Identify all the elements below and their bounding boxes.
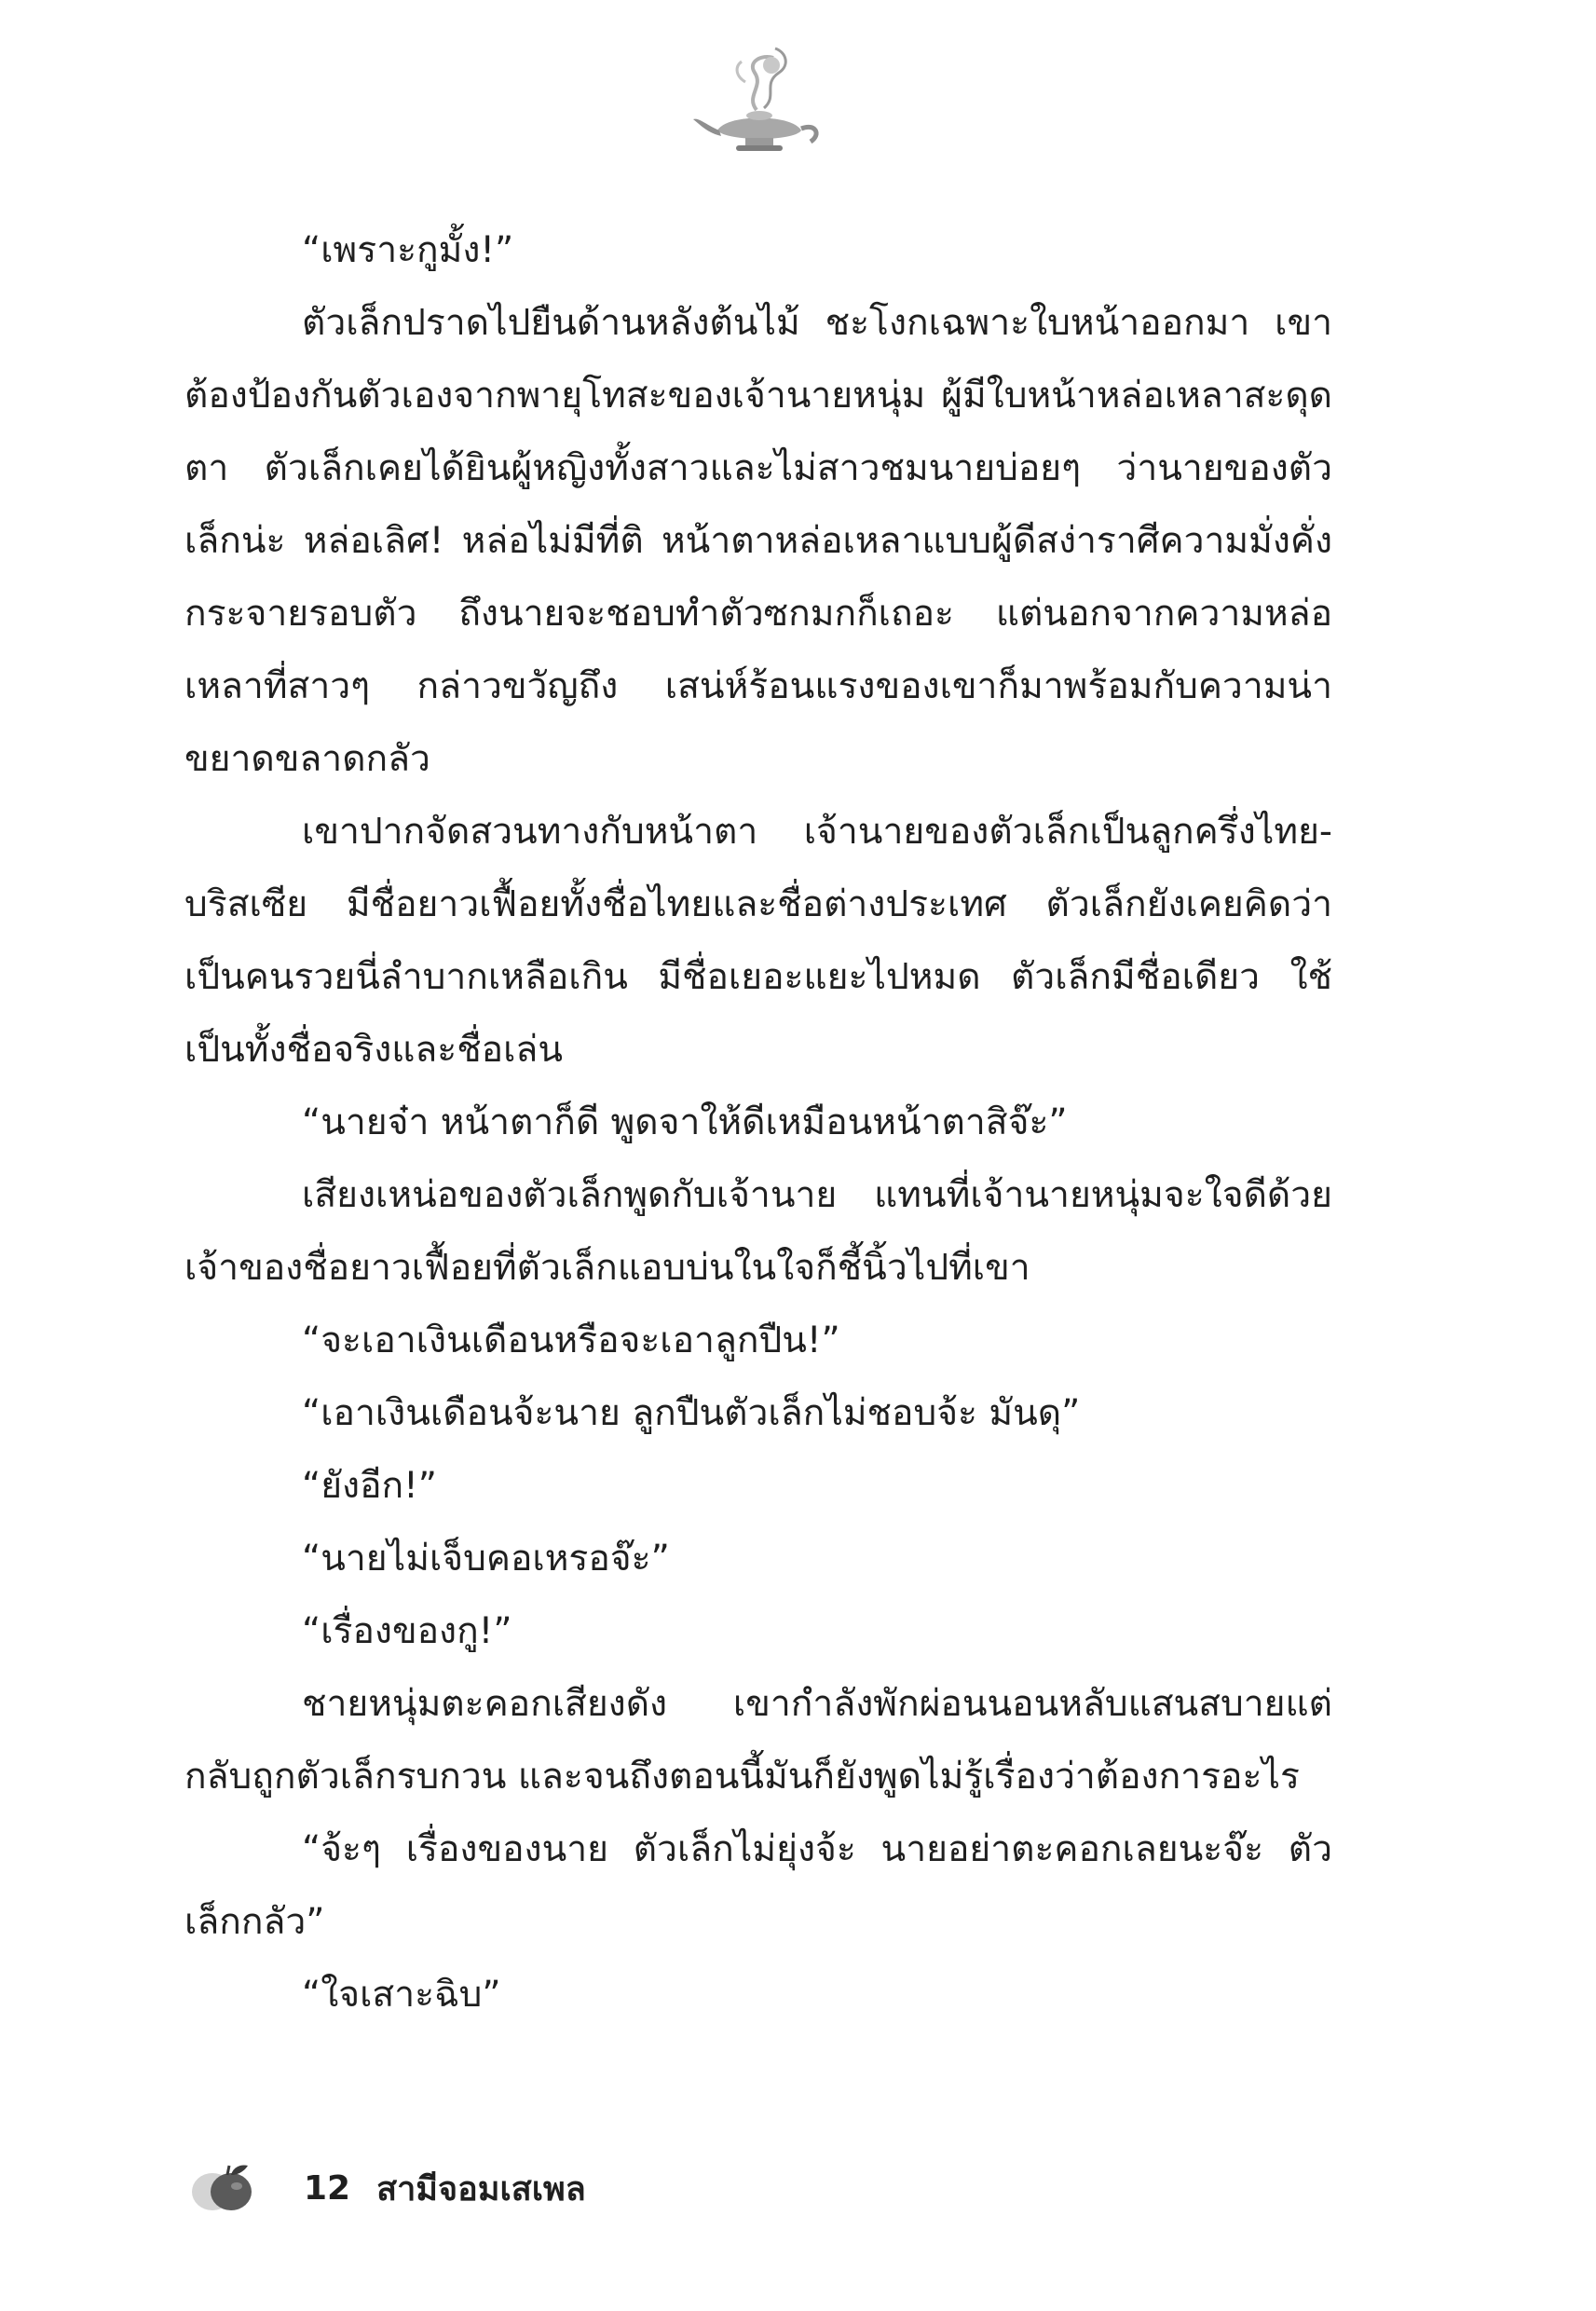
paragraph: “เอาเงินเดือนจ้ะนาย ลูกปืนตัวเล็กไม่ชอบจ้ะ มันดุ”: [302, 1392, 1081, 1434]
page-number: 12: [304, 2168, 351, 2208]
paragraph: “จะเอาเงินเดือนหรือจะเอาลูกปืน!”: [302, 1320, 840, 1361]
paragraph: “นายจ๋า หน้าตาก็ดี พูดจาให้ดีเหมือนหน้าตาสิจ๊ะ”: [302, 1101, 1068, 1143]
paragraph: “เพราะกูมั้ง!”: [302, 229, 514, 271]
paragraph: “เรื่องของกู!”: [302, 1610, 512, 1652]
paragraph: “ใจเสาะฉิบ”: [302, 1974, 501, 2016]
paragraph: ชายหนุ่มตะคอกเสียงดัง เขากำลังพักผ่อนนอนหลับแสนสบายแต่กลับถูกตัวเล็กรบกวน และจนถึงตอนนี้มันก็ยังพูดไม่รู้เรื่องว่าต้องการอะไร: [184, 1683, 1332, 1798]
book-title: สามีจอมเสเพล: [376, 2169, 586, 2208]
apple-icon: [184, 2162, 261, 2214]
page-footer: [184, 2160, 586, 2216]
genie-lamp-icon: [689, 45, 829, 166]
paragraph: “จ้ะๆ เรื่องของนาย ตัวเล็กไม่ยุ่งจ้ะ นายอย่าตะคอกเลยนะจ๊ะ ตัวเล็กกลัว”: [184, 1828, 1332, 1943]
paragraph: ตัวเล็กปราดไปยืนด้านหลังต้นไม้ ชะโงกเฉพาะใบหน้าออกมา เขาต้องป้องกันตัวเองจากพายุโทสะของเจ้านายหนุ่ม ผู้มีใบหน้าหล่อเหลาสะดุดตา ตัวเล็กเคยได้ยินผู้หญิงทั้งสาวและไม่สาวชมนายบ่อยๆ ว่านายของตัวเล็กน่ะ หล่อเลิศ! หล่อไม่มีที่ติ หน้าตาหล่อเหลาแบบผู้ดีสง่าราศีความมั่งคั่งกระจายรอบตัว ถึงนายจะชอบทำตัวซกมกก็เถอะ แต่นอกจากความหล่อเหลาที่สาวๆ กล่าวขวัญถึง เสน่ห์ร้อนแรงของเขาก็มาพร้อมกับความน่าขยาดขลาดกลัว: [184, 302, 1332, 780]
body-text: [184, 214, 1332, 2031]
paragraph: เสียงเหน่อของตัวเล็กพูดกับเจ้านาย แทนที่เจ้านายหนุ่มจะใจดีด้วย เจ้าของชื่อยาวเฟื้อยที่ตัวเล็กแอบบ่นในใจก็ชี้นิ้วไปที่เขา: [184, 1174, 1332, 1289]
paragraph: เขาปากจัดสวนทางกับหน้าตา เจ้านายของตัวเล็กเป็นลูกครึ่งไทย-บริสเซีย มีชื่อยาวเฟื้อยทั้งชื่อไทยและชื่อต่างประเทศ ตัวเล็กยังเคยคิดว่าเป็นคนรวยนี่ลำบากเหลือเกิน มีชื่อเยอะแยะไปหมด ตัวเล็กมีชื่อเดียว ใช้เป็นทั้งชื่อจริงและชื่อเล่น: [184, 811, 1332, 1071]
paragraph: “นายไม่เจ็บคอเหรอจ๊ะ”: [302, 1538, 670, 1579]
paragraph: “ยังอีก!”: [302, 1465, 437, 1507]
